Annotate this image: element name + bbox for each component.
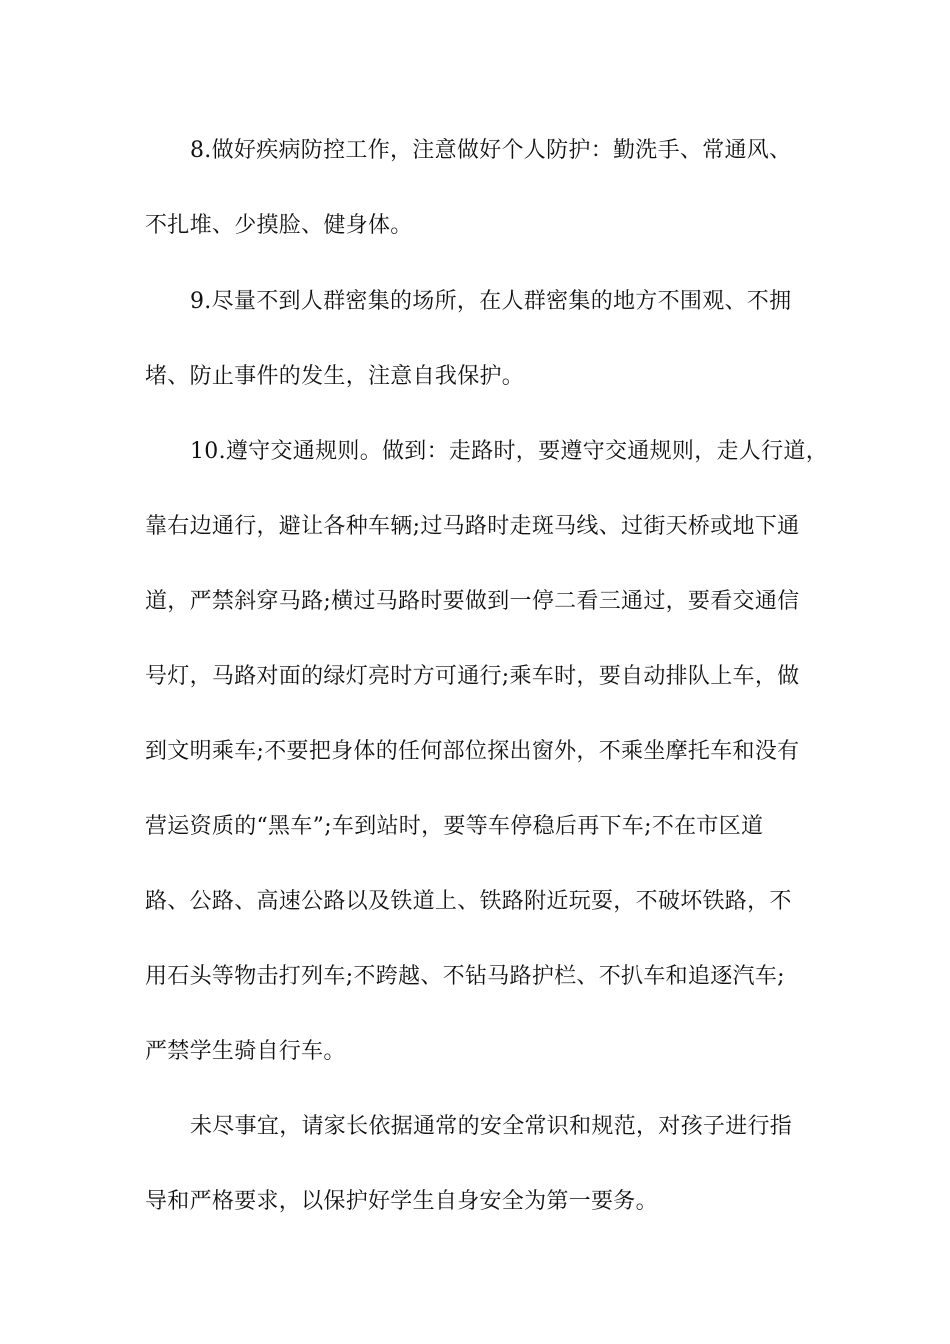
paragraph-9-line-1: 9.尽量不到人群密集的场所，在人群密集的地方不围观、不拥 [190, 289, 792, 314]
paragraph-10-line-1: 10.遵守交通规则。做到：走路时，要遵守交通规则，走人行道， [190, 439, 828, 464]
paragraph-8-line-2: 不扎堆、少摸脸、健身体。 [145, 213, 413, 238]
paragraph-10-line-4: 号灯，马路对面的绿灯亮时方可通行;乘车时，要自动排队上车，做 [145, 664, 800, 689]
paragraph-10-line-9: 严禁学生骑自行车。 [145, 1039, 346, 1064]
closing-paragraph-line-1: 未尽事宜，请家长依据通常的安全常识和规范，对孩子进行指 [190, 1114, 793, 1139]
paragraph-10-line-2: 靠右边通行，避让各种车辆;过马路时走斑马线、过街天桥或地下通 [145, 514, 800, 539]
paragraph-9-line-2: 堵、防止事件的发生，注意自我保护。 [145, 364, 525, 389]
paragraph-10-line-7: 路、公路、高速公路以及铁道上、铁路附近玩耍，不破坏铁路，不 [145, 889, 792, 914]
paragraph-10-line-6: 营运资质的“黑车”;车到站时，要等车停稳后再下车;不在市区道 [145, 814, 764, 839]
paragraph-10-line-5: 到文明乘车;不要把身体的任何部位探出窗外，不乘坐摩托车和没有 [145, 739, 800, 764]
closing-paragraph-line-2: 导和严格要求，以保护好学生自身安全为第一要务。 [145, 1189, 658, 1214]
paragraph-10-line-8: 用石头等物击打列车;不跨越、不钻马路护栏、不扒车和追逐汽车; [145, 964, 785, 989]
paragraph-8-line-1: 8.做好疾病防控工作，注意做好个人防护：勤洗手、常通风、 [190, 138, 792, 163]
paragraph-10-line-3: 道，严禁斜穿马路;横过马路时要做到一停二看三通过，要看交通信 [145, 589, 800, 614]
